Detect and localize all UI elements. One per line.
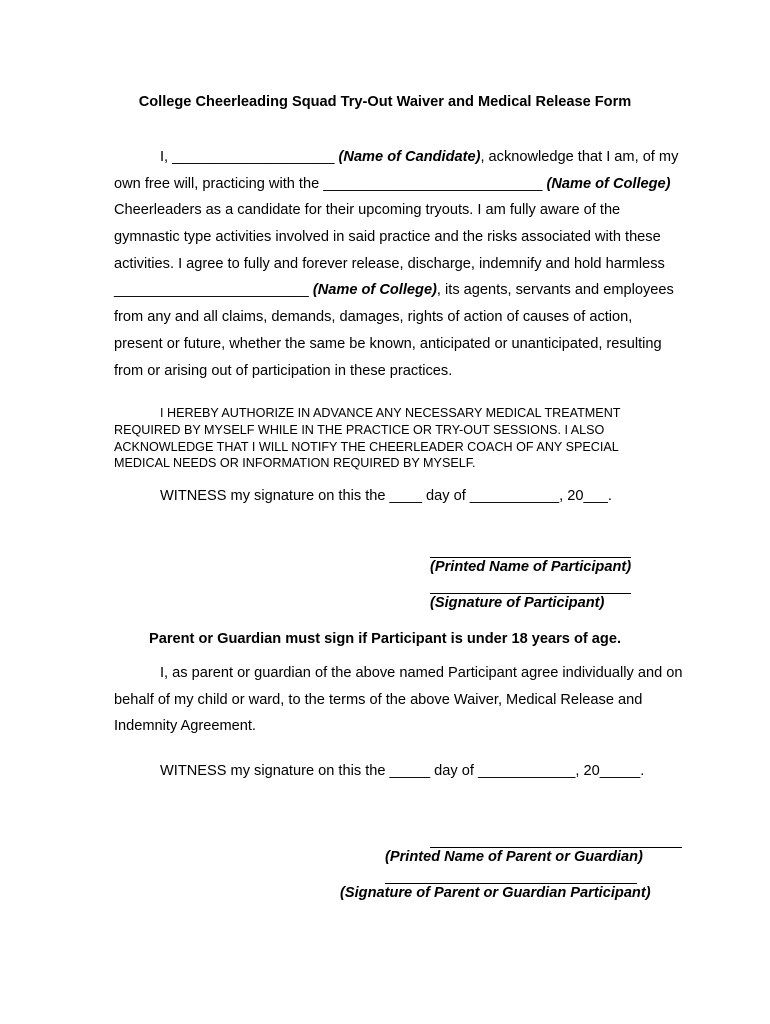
waiver-line-8: present or future, whether the same be known, anticipated or unanticipated, resulting: [114, 335, 662, 352]
guardian-printed-name-line: [430, 847, 682, 848]
guardian-line-3: Indemnity Agreement.: [114, 718, 256, 735]
medical-line-1: I HEREBY AUTHORIZE IN ADVANCE ANY NECESSARY MEDICAL TREATMENT: [160, 406, 621, 420]
waiver-paragraph: [114, 144, 704, 384]
medical-line-4: MEDICAL NEEDS OR INFORMATION REQUIRED BY MYSELF.: [114, 456, 476, 471]
guardian-line-2: behalf of my child or ward, to the terms of the above Waiver, Medical Release and: [114, 691, 643, 708]
medical-authorization: [114, 405, 694, 472]
waiver-line-7: from any and all claims, demands, damages, rights of action of causes of action,: [114, 309, 633, 326]
waiver-line-2: [114, 171, 704, 198]
waiver-line-6: [114, 277, 704, 304]
medical-line-2: REQUIRED BY MYSELF WHILE IN THE PRACTICE OR TRY-OUT SESSIONS. I ALSO: [114, 422, 605, 437]
guardian-line-1: I, as parent or guardian of the above named Participant agree individually and on: [160, 665, 683, 681]
waiver-line-4: gymnastic type activities involved in said practice and the risks associated with these: [114, 229, 661, 246]
witness-guardian: WITNESS my signature on this the _____ day of ____________, 20_____.: [160, 763, 645, 779]
college-name-blank: own free will, practicing with the ___________________________: [114, 175, 547, 192]
guardian-signature-label: (Signature of Parent or Guardian Participant): [340, 885, 651, 901]
waiver-line-9: from or arising out of participation in these practices.: [114, 362, 453, 379]
guardian-signature-line: [385, 883, 637, 884]
college-name-label: (Name of College): [546, 175, 671, 192]
medical-line-3: ACKNOWLEDGE THAT I WILL NOTIFY THE CHEERLEADER COACH OF ANY SPECIAL: [114, 439, 619, 454]
waiver-line-1-text: , acknowledge that I am, of my: [480, 149, 679, 165]
participant-printed-name-label: (Printed Name of Participant): [430, 559, 632, 575]
waiver-line-1: [114, 144, 704, 171]
participant-signature-label: (Signature of Participant): [430, 595, 605, 611]
document-title: College Cheerleading Squad Try-Out Waiver and Medical Release Form: [138, 94, 632, 110]
candidate-name-blank: I, ____________________: [160, 149, 339, 165]
college-name-blank-2: ________________________: [114, 282, 313, 299]
candidate-name-label: (Name of Candidate): [338, 149, 481, 165]
guardian-printed-name-label: (Printed Name of Parent or Guardian): [385, 849, 643, 865]
waiver-line-3: Cheerleaders as a candidate for their upcoming tryouts. I am fully aware of the: [114, 202, 621, 219]
waiver-line-5: activities. I agree to fully and forever release, discharge, indemnify and hold harmless: [114, 255, 665, 272]
guardian-paragraph: [114, 660, 704, 740]
participant-printed-name-line: [430, 557, 631, 558]
witness-participant: WITNESS my signature on this the ____ day of ___________, 20___.: [160, 488, 612, 504]
waiver-line-6-text: , its agents, servants and employees: [436, 282, 674, 299]
participant-signature-line: [430, 593, 631, 594]
college-name-label-2: (Name of College): [312, 282, 437, 299]
guardian-notice: Parent or Guardian must sign if Participant is under 18 years of age.: [149, 631, 621, 647]
